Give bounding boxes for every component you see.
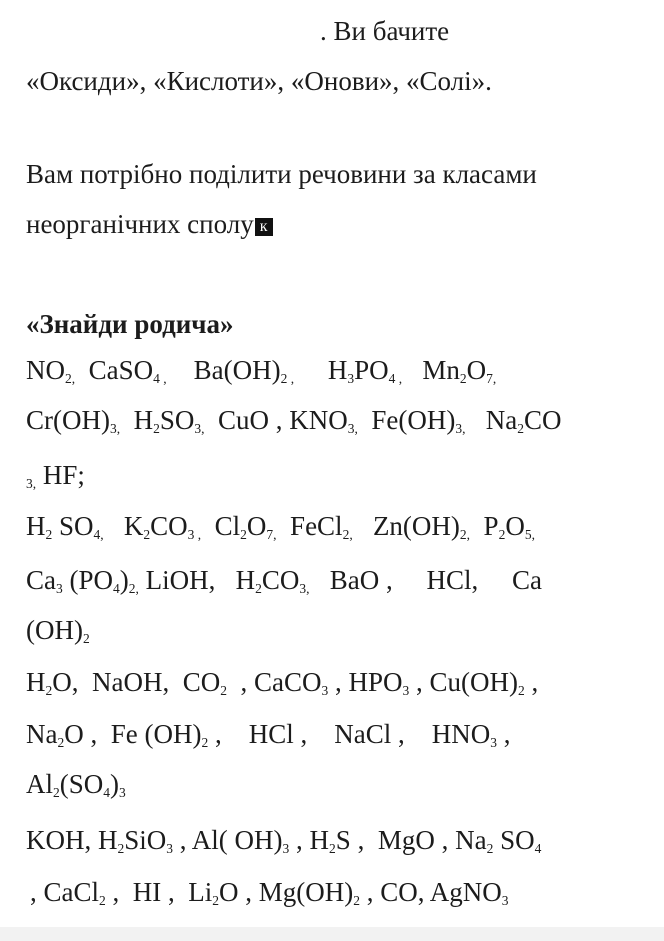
formula-h2co3: $H_2CO_3$ (235, 565, 307, 597)
intro-line-4-text: неорганічних сполу (26, 209, 254, 239)
formula-line-6 (26, 615, 90, 647)
formula-feoh2: Fe $(OH)_2$ (110, 719, 209, 751)
formula-mgo: MgO (377, 825, 435, 855)
formula-line-5: $Ca_3$ $(PO_4)_{2,}$ LiOH, $H_2CO_{3,}$ BaO , HCl, Ca (26, 565, 543, 597)
formula-lioh: LiOH (145, 565, 209, 595)
formula-line-4: $H_2$ $SO_{4,}$ $K_2CO_3$ $_,$ $Cl_2O_{7,}$ FeCl$_{2,}$ $Zn(OH)_{2,}$ $P_2O_{5,}$ (26, 511, 535, 543)
formula-fecl2: FeCl$_2$ (290, 511, 350, 543)
formula-line-11: , CaCl$_2$ , HI , $Li_2O$ , $Mg(OH)_2$ , CO, AgNO$_3$ (30, 877, 509, 909)
formula-hi: HI (132, 877, 162, 907)
formula-line-10: KOH, $H_2SiO_3$ , Al( $OH)_3$ , $H_2S$ , MgO , $Na_2$ $SO_4$ (26, 825, 542, 857)
formula-hpo3: $HPO_3$ (348, 667, 410, 699)
bottom-band (0, 927, 664, 941)
formula-no2: $NO_2$ (26, 355, 72, 387)
formula-h3po4: $H_3PO_4$ (327, 355, 396, 387)
formula-kno3: $KNO_3$ (289, 405, 355, 437)
formula-mgoh2: $Mg(OH)_2$ (258, 877, 361, 909)
formula-line-9 (26, 769, 126, 801)
formula-hcl-1: HCl (426, 565, 472, 595)
formula-nacl: NaCl (334, 719, 392, 749)
formula-agno3: AgNO$_3$ (429, 877, 509, 909)
formula-cacl2: CaCl$_2$ (43, 877, 106, 909)
formula-caso4: CaSO$_4$ (88, 355, 160, 387)
formula-cuoh2: $Cu(OH)_2$ (429, 667, 525, 699)
formula-p2o5: $P_2O_5$ (483, 511, 532, 543)
formula-h2o: $H_2O$ (26, 667, 72, 699)
formula-h2s: $H_2S$ (309, 825, 351, 857)
formula-li2o: $Li_2O$ (188, 877, 239, 909)
cursor-box: к (255, 218, 273, 236)
intro-line-2: «Оксиди», «Кислоти», «Онови», «Солі». (26, 66, 492, 96)
formula-koh: KOH (26, 825, 85, 855)
formula-line-8: $Na_2O$ , Fe $(OH)_2$ , HCl , NaCl , $HNO_3$ , (26, 719, 511, 751)
formula-hcl-2: HCl (248, 719, 294, 749)
formula-line-2: $Cr(OH)_{3,}$ $H_2SO_{3,}$ CuO , $KNO_{3,}$ $Fe(OH)_{3,}$ $Na_2CO$ (26, 405, 562, 437)
formula-aloh3: Al( $OH)_3$ (191, 825, 290, 857)
intro-line-3: Вам потрібно поділити речовини за класами (26, 159, 537, 189)
intro-line-4 (26, 211, 273, 238)
formula-na2co3: $Na_2CO$ (485, 405, 562, 437)
formula-naoh: NaOH (92, 667, 163, 697)
formula-line-7: $H_2O$, NaOH, $CO_2$ , CaCO$_3$ , $HPO_3$ , $Cu(OH)_2$ , (26, 667, 539, 699)
formula-na2so4: $Na_2$ $SO_4$ (455, 825, 542, 857)
formula-caco3: CaCO$_3$ (254, 667, 329, 699)
formula-h2so3: $H_2SO_3$ (133, 405, 202, 437)
formula-al2so43: $Al_2(SO_4)_3$ (26, 769, 126, 801)
formula-caoh2-b: $(OH)_2$ (26, 615, 90, 647)
formula-line-1: $NO_{2,}$ CaSO$_4$ $_,$ $Ba(OH)_2$ $_,$ $H_3PO_4$ $_,$ $Mn_2O_{7,}$ (26, 355, 497, 387)
formula-caoh2-a: Ca (512, 565, 543, 595)
formula-co: CO (380, 877, 418, 907)
formula-feoh3: $Fe(OH)_3$ (371, 405, 463, 437)
formula-na2co3-index: 3 (26, 476, 33, 492)
formula-croh3: $Cr(OH)_3$ (26, 405, 117, 437)
formula-k2co3: $K_2CO_3$ (123, 511, 195, 543)
formula-bao: BaO (329, 565, 380, 595)
intro-line-1: . Ви бачите (320, 16, 450, 46)
formula-znoh2: $Zn(OH)_2$ (372, 511, 467, 543)
formula-baoh2: $Ba(OH)_2$ (193, 355, 288, 387)
formula-cuo: CuO (218, 405, 270, 435)
formula-h2so4: $H_2$ $SO_4$ (26, 511, 101, 543)
formula-h2sio3: $H_2SiO_3$ (98, 825, 174, 857)
formula-mn2o7: $Mn_2O_7$ (422, 355, 493, 387)
formula-ca3po42: $Ca_3$ $(PO_4)_2$ (26, 565, 136, 597)
formula-cl2o7: $Cl_2O_7$ (214, 511, 274, 543)
formula-hno3: $HNO_3$ (431, 719, 497, 751)
formula-co2: $CO_2$ (182, 667, 227, 699)
game-title: «Знайди родича» (26, 309, 234, 339)
formula-na2o: $Na_2O$ (26, 719, 84, 751)
formula-hf: HF; (42, 460, 85, 490)
formula-line-3: $_{3,}$ HF; (26, 460, 85, 492)
